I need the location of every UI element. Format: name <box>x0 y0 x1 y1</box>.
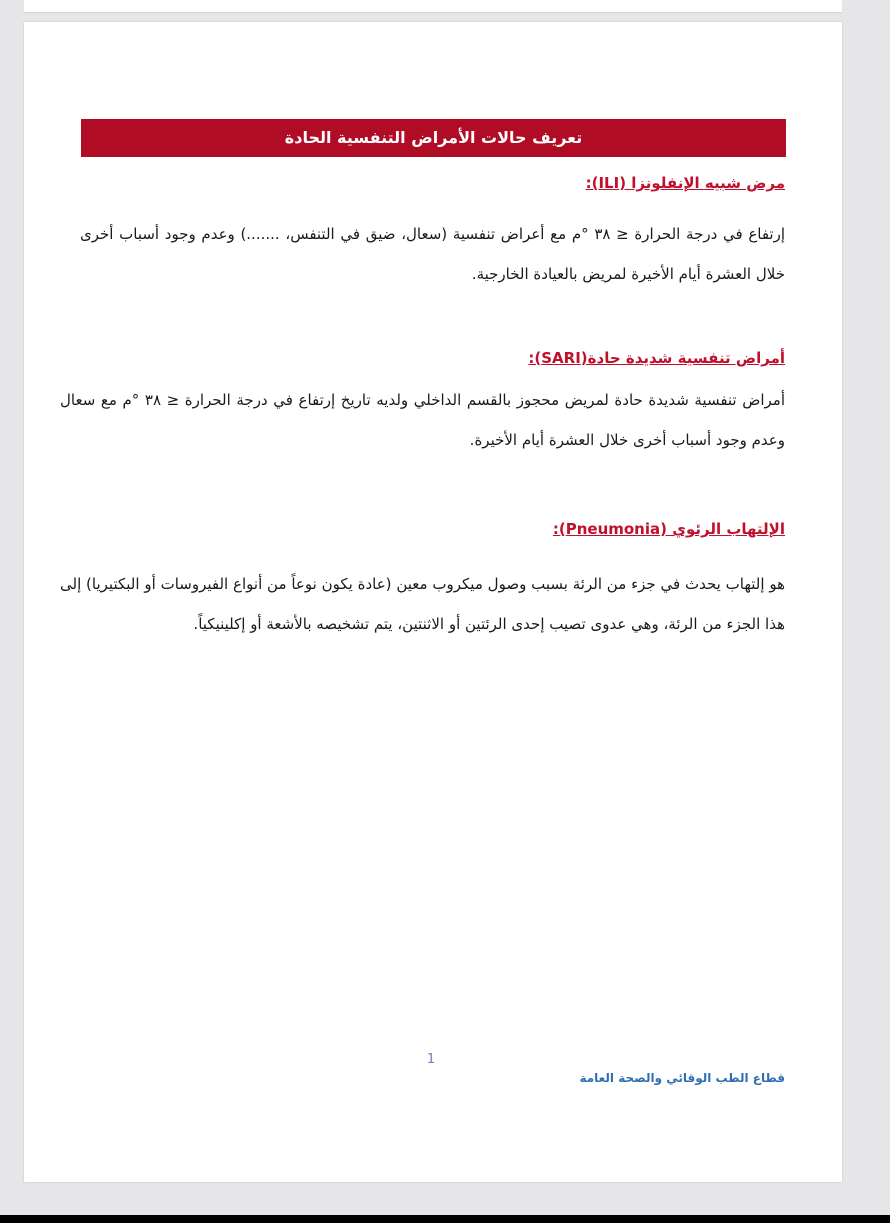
section-body-sari: أمراض تنفسية شديدة حادة لمريض محجوز بالقسم الداخلي ولديه تاريخ إرتفاع في درجة الحرارة ≤ ٣٨ °م مع سعال وعدم وجود أسباب أخرى خلال العشرة أيام الأخيرة. <box>60 391 785 449</box>
previous-page-edge <box>24 0 842 13</box>
page-number: 1 <box>426 1052 436 1067</box>
page-title: تعريف حالات الأمراض التنفسية الحادة <box>81 119 786 157</box>
bottom-bar <box>0 1215 890 1223</box>
section-body-pneumonia: هو إلتهاب يحدث في جزء من الرئة بسبب وصول ميكروب معين (عادة يكون نوعاً من أنواع الفيروسات أو البكتيريا) إلى هذا الجزء من الرئة، وهي عدوى تصيب إحدى الرئتين أو الاثنتين، يتم تشخيصه بالأشعة أو إكلينيكياً. <box>60 575 785 633</box>
section-heading-sari: أمراض تنفسية شديدة حادة(SARI): <box>528 349 785 367</box>
document-page <box>24 22 842 1182</box>
section-body-ili: إرتفاع في درجة الحرارة ≤ ٣٨ °م مع أعراض تنفسية (سعال، ضيق في التنفس، .......) وعدم وجود أسباب أخرى خلال العشرة أيام الأخيرة لمريض بالعيادة الخارجية. <box>80 225 786 283</box>
section-heading-pneumonia: الإلتهاب الرئوي (Pneumonia): <box>552 520 785 538</box>
footer-organization: قطاع الطب الوقائي والصحة العامة <box>579 1071 785 1085</box>
section-heading-ili: مرض شبيه الإنفلونزا (ILI): <box>585 174 785 192</box>
